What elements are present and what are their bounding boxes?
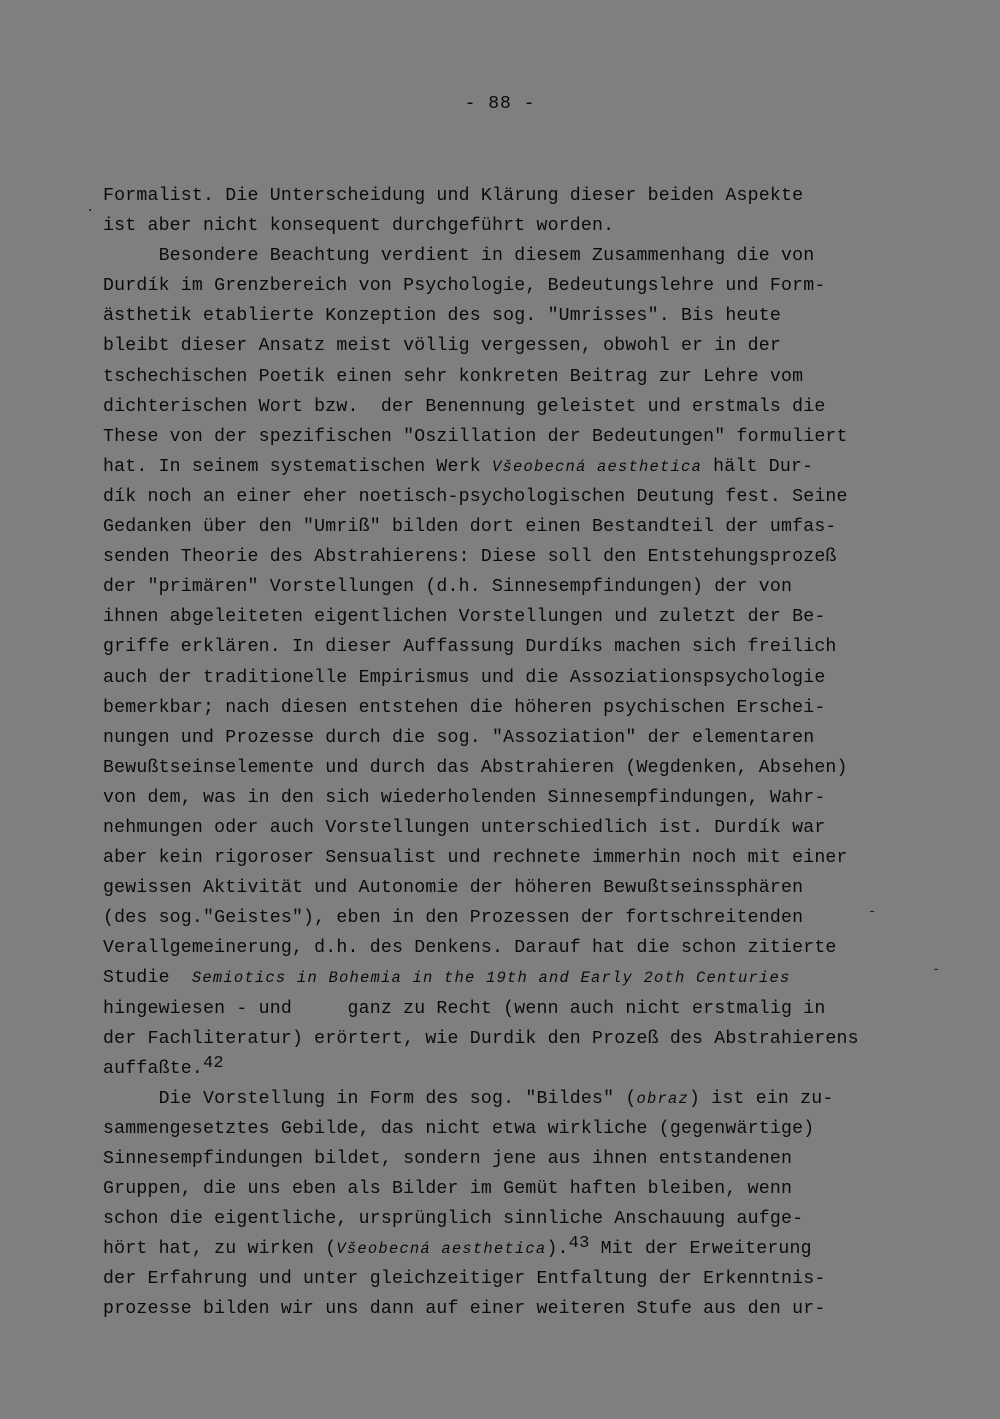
text-line — [103, 301, 903, 331]
text-run: ). — [546, 1239, 569, 1260]
italic-title: Všeobecná aesthetica — [492, 457, 703, 476]
text-line — [103, 1024, 903, 1054]
text-run: hört hat, zu wirken ( — [103, 1239, 337, 1260]
text-line — [103, 241, 903, 271]
text-line — [103, 1204, 903, 1234]
text-run: senden Theorie des Abstrahierens: Diese soll den Entstehungsprozeß — [103, 547, 837, 568]
text-run: sammengesetztes Gebilde, das nicht etwa wirkliche (gegenwärtige) — [103, 1118, 815, 1139]
text-run: der Erfahrung und unter gleichzeitiger Entfaltung der Erkenntnis- — [103, 1269, 826, 1290]
text-line — [103, 753, 903, 783]
text-run: hält Dur- — [702, 456, 814, 477]
text-line — [103, 1264, 903, 1294]
text-run: (des sog."Geistes"), eben in den Prozessen der fortschreitenden — [103, 908, 804, 929]
text-line — [103, 933, 903, 963]
text-line — [103, 1114, 903, 1144]
text-run: bleibt dieser Ansatz meist völlig vergessen, obwohl er in der — [103, 336, 781, 357]
italic-title: obraz — [636, 1089, 690, 1108]
text-line — [103, 572, 903, 602]
text-run: Mit der Erweiterung — [589, 1239, 812, 1260]
text-run: Durdík im Grenzbereich von Psychologie, Bedeutungslehre und Form- — [103, 276, 826, 297]
text-run: schon die eigentliche, ursprünglich sinnliche Anschauung aufge- — [103, 1209, 804, 1230]
text-line — [103, 1084, 903, 1114]
text-run: ist aber nicht konsequent durchgeführt worden. — [103, 216, 615, 237]
italic-title: Semiotics in Bohemia in the 19th and Early 2oth Centuries — [191, 969, 791, 988]
text-run: aber kein rigoroser Sensualist und rechnete immerhin noch mit einer — [103, 848, 848, 869]
body-text — [103, 181, 903, 1325]
text-run: Gedanken über den "Umriß" bilden dort einen Bestandteil der umfas- — [103, 517, 837, 538]
text-line — [103, 422, 903, 452]
text-run: These von der spezifischen "Oszillation der Bedeutungen" formuliert — [103, 426, 848, 447]
text-run: Formalist. Die Unterscheidung und Klärung dieser beiden Aspekte — [103, 186, 804, 206]
text-line — [103, 783, 903, 813]
text-run: der Fachliteratur) erörtert, wie Durdik den Prozeß des Abstrahierens — [103, 1028, 859, 1049]
text-run: Besondere Beachtung verdient in diesem Zusammenhang die von — [103, 246, 815, 267]
text-run: ) ist ein zu- — [689, 1088, 834, 1109]
text-run: prozesse bilden wir uns dann auf einer weiteren Stufe aus den ur- — [103, 1299, 826, 1320]
text-run: auffaßte. — [103, 1058, 204, 1079]
text-run: Die Vorstellung in Form des sog. "Bildes" ( — [103, 1088, 637, 1109]
text-line — [103, 723, 903, 753]
text-line — [103, 1294, 903, 1324]
text-run: ihnen abgeleiteten eigentlichen Vorstellungen und zuletzt der Be- — [103, 607, 826, 628]
text-line — [103, 482, 903, 512]
text-run: Studie — [103, 968, 192, 989]
footnote-marker: 42 — [203, 1053, 224, 1073]
text-run: Verallgemeinerung, d.h. des Denkens. Darauf hat die schon zitierte — [103, 938, 837, 959]
text-line — [103, 963, 903, 993]
text-line — [103, 542, 903, 572]
text-line — [103, 271, 903, 301]
text-run: Sinnesempfindungen bildet, sondern jene aus ihnen entstandenen — [103, 1149, 793, 1169]
text-line — [103, 1174, 903, 1204]
text-run: bemerkbar; nach diesen entstehen die höheren psychischen Erschei- — [103, 697, 826, 718]
text-line — [103, 362, 903, 392]
text-run: der "primären" Vorstellungen (d.h. Sinnesempfindungen) der von — [103, 577, 793, 598]
scan-speck: . — [86, 200, 95, 216]
text-line — [103, 994, 903, 1024]
text-line — [103, 1234, 903, 1264]
text-run: hingewiesen - und ganz zu Recht (wenn auch nicht erstmalig in — [103, 998, 826, 1019]
text-run: von dem, was in den sich wiederholenden Sinnesempfindungen, Wahr- — [103, 787, 826, 808]
text-run: dík noch an einer eher noetisch-psychologischen Deutung fest. Seine — [103, 486, 848, 507]
text-line — [103, 392, 903, 422]
scan-speck: - — [932, 962, 941, 978]
text-run: nungen und Prozesse durch die sog. "Assoziation" der elementaren — [103, 727, 815, 748]
text-run: dichterischen Wort bzw. der Benennung geleistet und erstmals die — [103, 396, 826, 417]
text-line — [103, 211, 903, 241]
text-line — [103, 632, 903, 662]
text-run: griffe erklären. In dieser Auffassung Durdíks machen sich freilich — [103, 637, 837, 658]
text-line — [103, 181, 903, 211]
text-run: Bewußtseinselemente und durch das Abstrahieren (Wegdenken, Absehen) — [103, 757, 848, 778]
text-line — [103, 512, 903, 542]
text-line — [103, 1144, 903, 1174]
text-line — [103, 873, 903, 903]
text-line — [103, 693, 903, 723]
text-line — [103, 452, 903, 482]
text-line — [103, 602, 903, 632]
text-line — [103, 903, 903, 933]
text-run: Gruppen, die uns eben als Bilder im Gemüt haften bleiben, wenn — [103, 1179, 793, 1200]
text-line — [103, 331, 903, 361]
italic-title: Všeobecná aesthetica — [336, 1240, 547, 1259]
text-run: nehmungen oder auch Vorstellungen unterschiedlich ist. Durdík war — [103, 817, 826, 838]
text-run: tschechischen Poetik einen sehr konkreten Beitrag zur Lehre vom — [103, 366, 804, 387]
text-run: auch der traditionelle Empirismus und die Assoziationspsychologie — [103, 667, 826, 688]
footnote-marker: 43 — [568, 1234, 590, 1254]
text-line — [103, 1054, 903, 1084]
text-run: gewissen Aktivität und Autonomie der höheren Bewußtseinssphären — [103, 878, 804, 899]
text-run: ästhetik etablierte Konzeption des sog. "Umrisses". Bis heute — [103, 306, 781, 327]
text-line — [103, 813, 903, 843]
text-line — [103, 663, 903, 693]
page-number: - 88 - — [464, 94, 536, 114]
text-run: hat. In seinem systematischen Werk — [103, 456, 492, 477]
text-line — [103, 843, 903, 873]
scan-speck: - — [868, 904, 877, 920]
